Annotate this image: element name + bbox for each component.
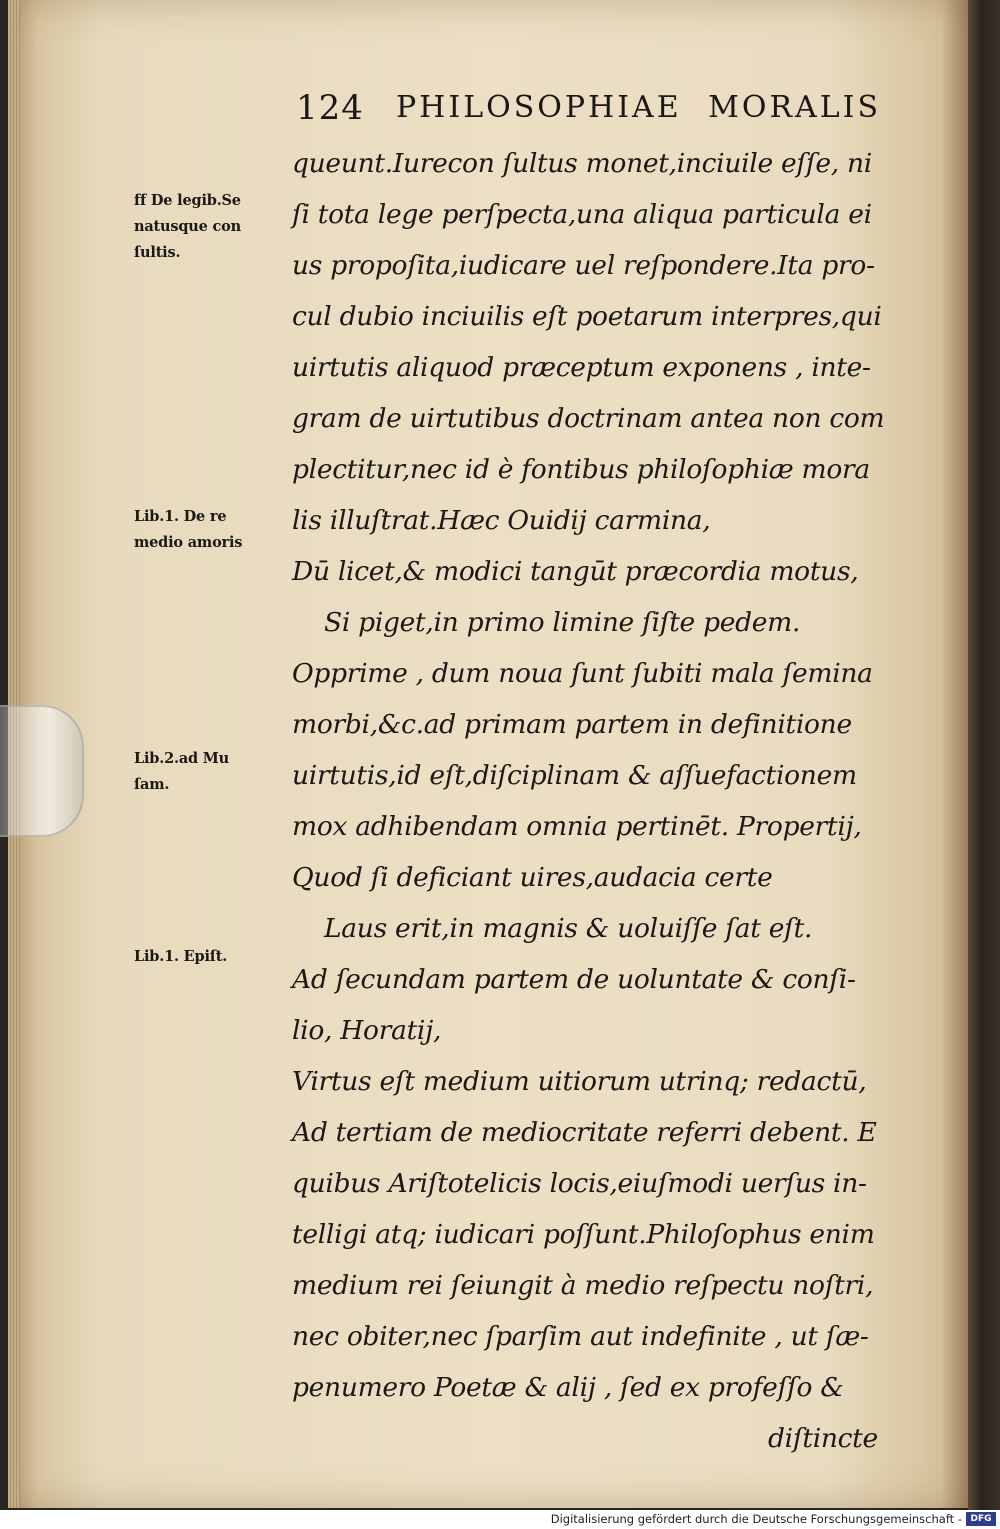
footer-bar [0, 1510, 1000, 1529]
verse-line: Quod ſi deficiant uires,audacia certe [292, 862, 773, 893]
text-line: morbi,&c.ad primam partem in definitione [292, 709, 852, 740]
margin-note-line: ff De legib.Se [134, 192, 241, 209]
dfg-logo-icon: DFG [966, 1512, 996, 1526]
margin-note-de-legibus [134, 188, 290, 266]
page-header [296, 88, 886, 128]
margin-note-epistulae [134, 944, 290, 970]
text-line: lio, Horatij, [292, 1015, 442, 1046]
page-number: 124 [296, 88, 364, 128]
text-line: quibus Ariſtotelicis locis,eiuſmodi uerſus in- [292, 1168, 867, 1199]
text-line: uirtutis aliquod præceptum exponens , inte- [292, 352, 871, 383]
margin-note-line: ſultis. [134, 244, 181, 261]
text-line: telligi atq; iudicari poſſunt.Philoſophus enim [292, 1219, 875, 1250]
text-line: uirtutis,id eſt,diſciplinam & aſſuefactionem [292, 760, 857, 791]
verse-line: Dū licet,& modici tangūt præcordia motus, [292, 556, 859, 587]
text-line: medium rei ſeiungit à medio reſpectu noſtri, [292, 1270, 874, 1301]
text-line: us propoſita,iudicare uel reſpondere.Ita pro- [292, 250, 875, 281]
text-line: plectitur,nec id è fontibus philoſophiæ mora [292, 454, 870, 485]
margin-note-ad-musam [134, 746, 290, 798]
verse-line: Opprime , dum noua ſunt ſubiti mala ſemina [292, 658, 873, 689]
margin-note-line: natusque con [134, 218, 241, 235]
text-line: Ad tertiam de mediocritate referri debent. E [292, 1117, 877, 1148]
margin-note-line: medio amoris [134, 534, 243, 551]
margin-note-line: ſam. [134, 776, 170, 793]
text-line: cul dubio inciuilis eſt poetarum interpres,qui [292, 301, 882, 332]
funding-credit: Digitalisierung gefördert durch die Deutsche Forschungsgemeinschaft - [550, 1512, 962, 1526]
text-line: lis illuſtrat.Hæc Ouidij carmina, [292, 505, 711, 536]
margin-note-line: Lib.1. De re [134, 508, 227, 525]
book-spine-edge [968, 0, 1000, 1510]
text-line: mox adhibendam omnia pertinēt. Propertij, [292, 811, 862, 842]
text-line: Ad ſecundam partem de uoluntate & conſi- [292, 964, 856, 995]
verse-line: Si piget,in primo limine ſiſte pedem. [324, 607, 801, 638]
text-line: nec obiter,nec ſparſim aut indefinite , ut ſæ- [292, 1321, 869, 1352]
running-head: PHILOSOPHIAE MORALIS [396, 90, 882, 125]
text-line: penumero Poetæ & alij , ſed ex profeſſo & [292, 1372, 844, 1403]
margin-note-remedio-amoris [134, 504, 290, 556]
body-text [292, 138, 892, 1464]
margin-note-line: Lib.1. Epiſt. [134, 948, 228, 965]
text-line: ſi tota lege perſpecta,una aliqua particula ei [292, 199, 872, 230]
page-clip [0, 705, 84, 837]
margin-note-line: Lib.2.ad Mu [134, 750, 230, 767]
text-line: queunt.Iurecon ſultus monet,inciuile eſſe, ni [292, 148, 872, 179]
verse-line: Virtus eſt medium uitiorum utrinq; redactū, [292, 1066, 867, 1097]
verse-line: Laus erit,in magnis & uoluiſſe ſat eſt. [324, 913, 813, 944]
catchword: diſtincte [768, 1423, 878, 1454]
text-line: gram de uirtutibus doctrinam antea non com [292, 403, 885, 434]
